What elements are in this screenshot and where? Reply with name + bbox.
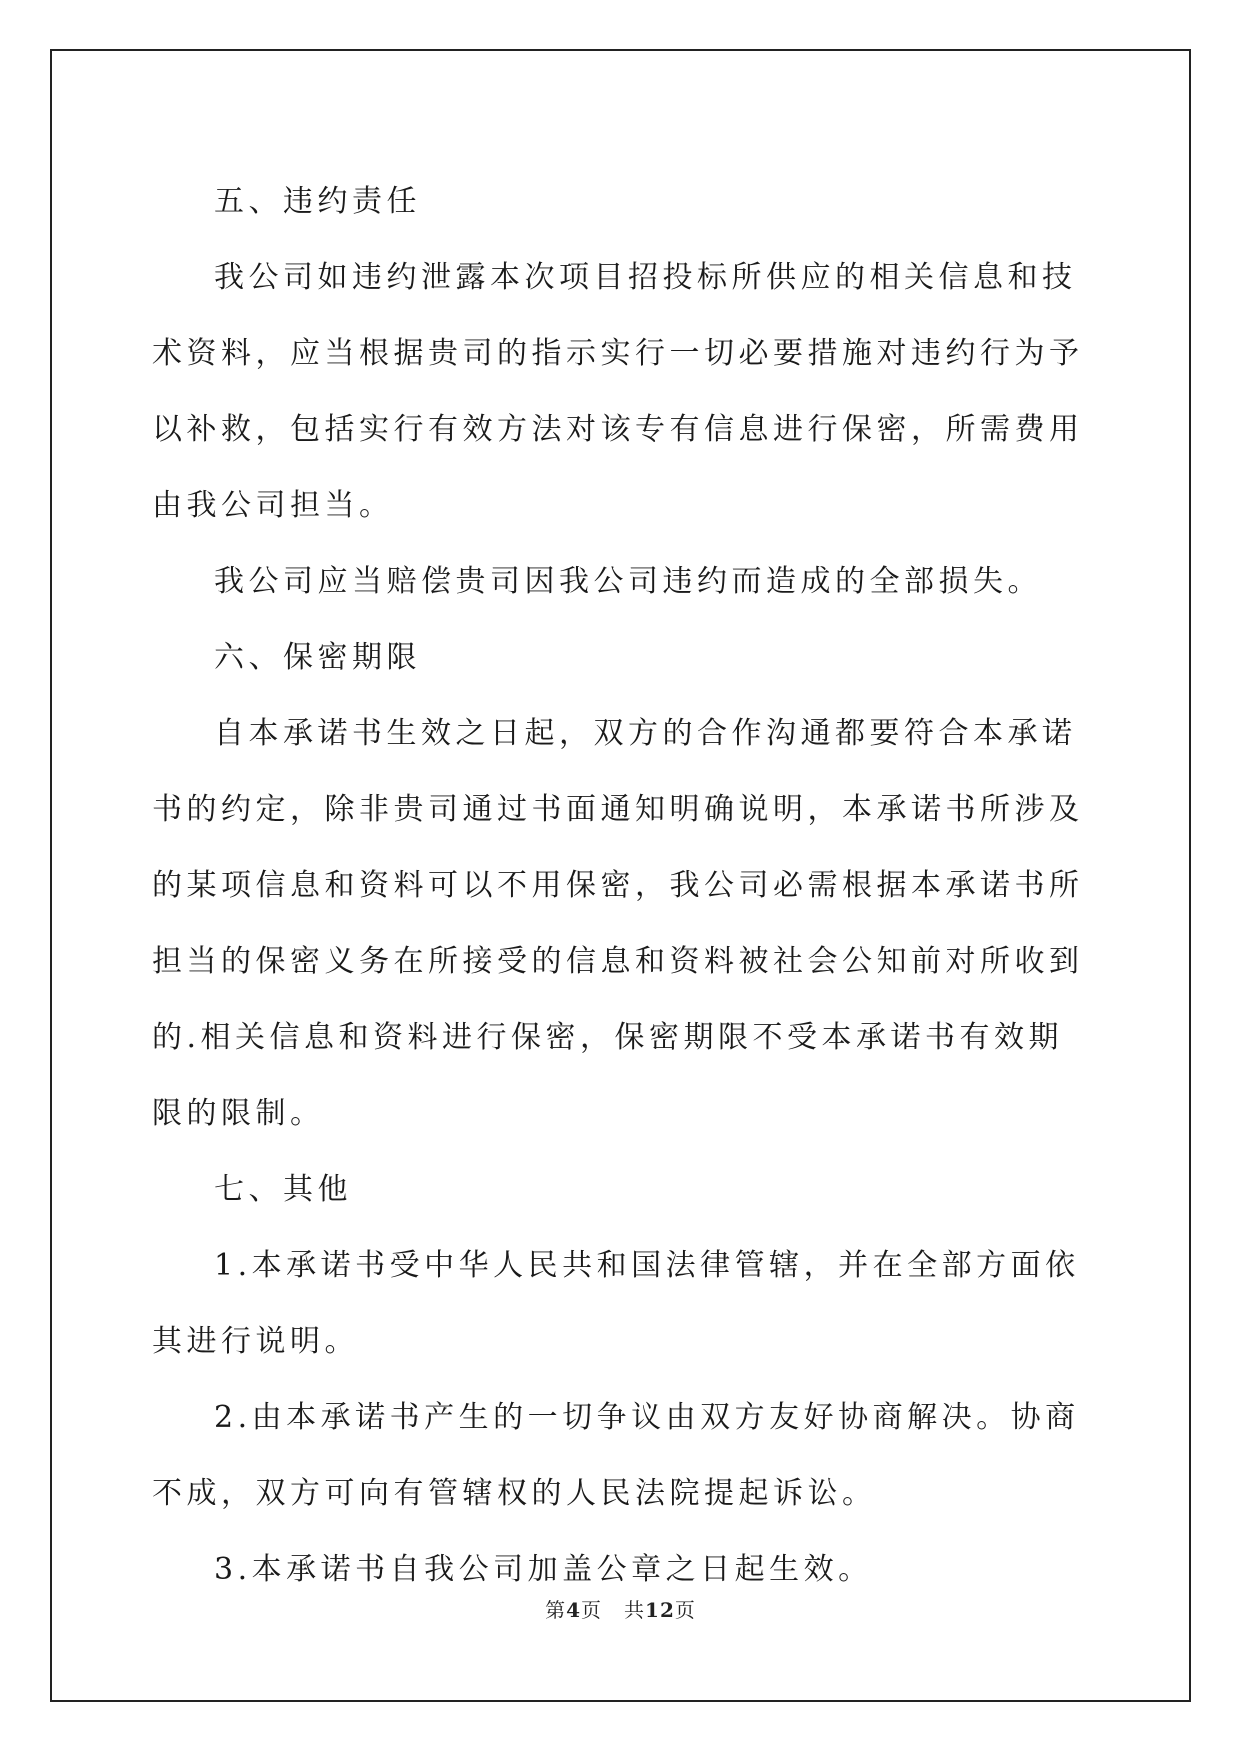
page-number: 4 (566, 1598, 582, 1622)
paragraph-confidentiality-term: 自本承诺书生效之日起，双方的合作沟通都要符合本承诺书的约定，除非贵司通过书面通知明确说明，本承诺书所涉及的某项信息和资料可以不用保密，我公司必需根据本承诺书所担当的保密义务在所接受的信息和资料被社会公知前对所收到的.相关信息和资料进行保密，保密期限不受本承诺书有效期限的限制。 (152, 716, 1084, 1131)
page-footer (0, 1594, 1241, 1623)
clause-governing-law: 1.本承诺书受中华人民共和国法律管辖，并在全部方面依其进行说明。 (152, 1248, 1080, 1359)
total-pages: 12 (645, 1598, 675, 1622)
section-heading-breach-liability: 五、违约责任 (214, 184, 421, 219)
clause-dispute-resolution: 2.由本承诺书产生的一切争议由双方友好协商解决。协商不成，双方可向有管辖权的人民法院提起诉讼。 (152, 1400, 1080, 1511)
document-body (152, 164, 1092, 1608)
section-heading-confidentiality-period: 六、保密期限 (214, 640, 421, 675)
page-suffix: 页 (581, 1598, 603, 1622)
page-prefix: 第 (545, 1598, 567, 1622)
clause-effective-date: 3.本承诺书自我公司加盖公章之日起生效。 (214, 1552, 873, 1587)
section-heading-other: 七、其他 (214, 1172, 352, 1207)
paragraph-compensation: 我公司应当赔偿贵司因我公司违约而造成的全部损失。 (214, 564, 1042, 599)
total-suffix: 页 (674, 1598, 696, 1622)
total-prefix: 共 (624, 1598, 646, 1622)
paragraph-breach-remedy: 我公司如违约泄露本次项目招投标所供应的相关信息和技术资料，应当根据贵司的指示实行一切必要措施对违约行为予以补救，包括实行有效方法对该专有信息进行保密，所需费用由我公司担当。 (152, 260, 1084, 523)
